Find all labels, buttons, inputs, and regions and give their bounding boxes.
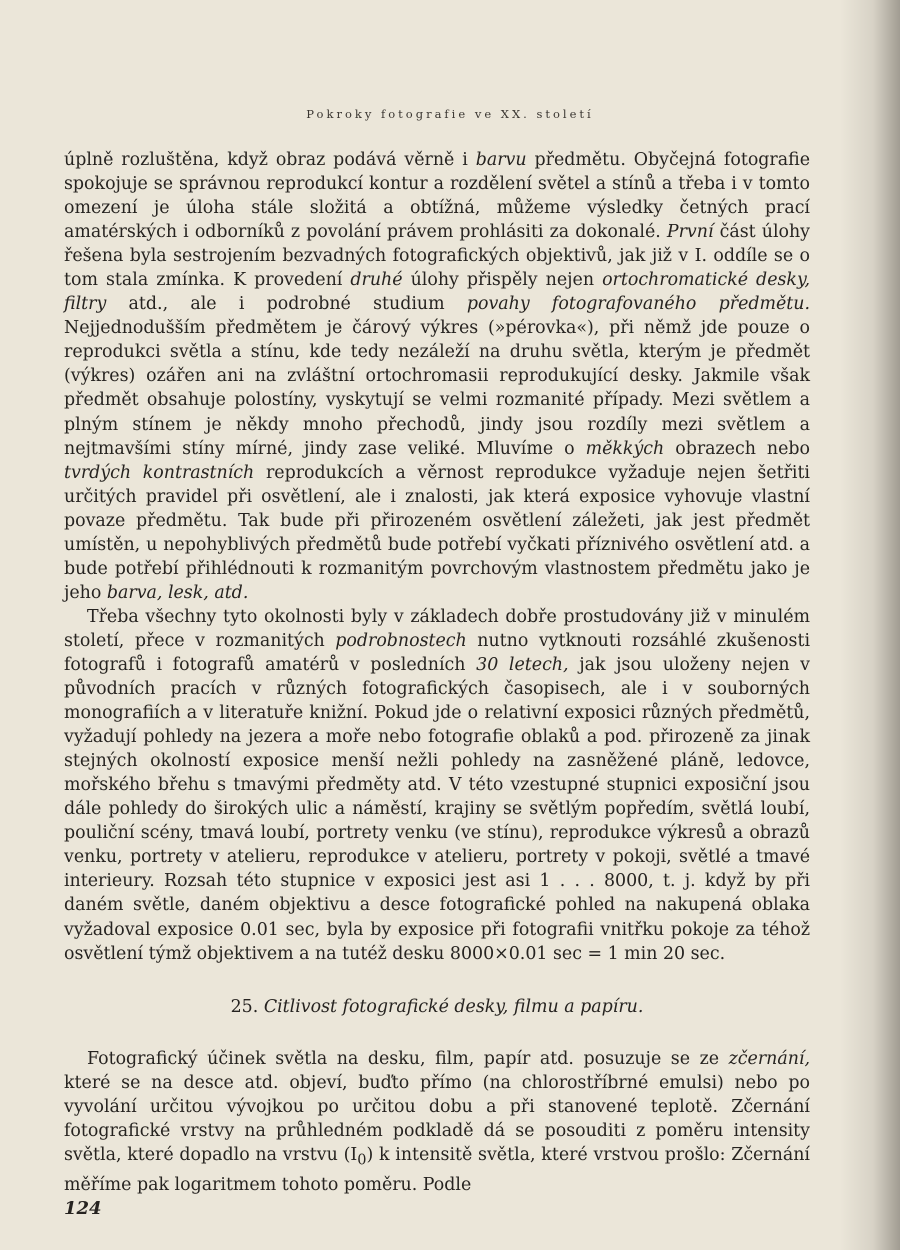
section-number: 25.: [230, 997, 259, 1017]
text-run: Nejjednodušším předmětem je čárový výkres (»pérovka«), při němž jde pouze o reprodukci světla a stínu, kde tedy nezáleží na druhu světla, kterým je předmět (výkres) ozářen ani na zvláštní ortochromasii reprodukující desky. Jakmile však předmět obsahuje polostíny, vyskytují se velmi rozmanité případy. Mezi světlem a plným stínem je někdy mnoho přechodů, jindy jsou rozdíly mezi světlem a nejtmavšími stíny mírné, jindy zase veliké. Mluvíme o: [64, 318, 810, 459]
text-run: nutno vytknouti rozsáhlé zkušenosti fotografů i fotografů amatérů v posledních: [64, 630, 811, 675]
italic-run: První: [666, 222, 714, 243]
text-run: úplně rozluštěna, když obraz podává věrně i: [64, 150, 476, 170]
text-run: obrazech nebo: [664, 438, 810, 459]
body-text: [64, 148, 810, 966]
italic-run: povahy fotografovaného předmětu.: [466, 294, 810, 315]
section-title: Citlivost fotografické desky, filmu a papíru.: [263, 997, 644, 1017]
text-run: část úlohy řešena byla sestrojením bezvadných fotografických objektivů, jak již v I. oddíle se o tom stala zmínka. K provedení: [64, 222, 810, 291]
italic-run: 30 letech,: [476, 654, 569, 675]
text-run: jak jsou uloženy nejen v původních pracích v různých fotografických časopisech, ale i v souborných monografiích a v literatuře knižní. Pokud jde o relativní exposici různých předmětů, vyžadují pohledy na jezera a moře nebo fotografie oblaků a pod. přirozeně za jinak stejných okolností exposice menší nežli pohledy na zasněžené pláně, ledovce, mořského břehu s tmavými předměty atd. V této vzestupné stupnici exposiční jsou dále pohledy do širokých ulic a náměstí, krajiny se světlým popředím, světlá loubí, pouliční scény, tmavá loubí, portrety venku (ve stínu), reprodukce výkresů a obrazů venku, portrety v atelieru, reprodukce v atelieru, portrety v pokoji, světlé a tmavé interieury. Rozsah této stupnice v exposici jest asi 1 . . . 8000, t. j. když by při daném světle, daném objektivu a desce fotografické pohled na nakupená oblaka vyžadoval exposice 0.01 sec, byla by exposice při fotografii vnitřku pokoje za téhož osvětlení týmž objektivem a na tutéž desku 8000×0.01 sec = 1 min 20 sec.: [64, 654, 810, 964]
paragraph: [64, 148, 810, 605]
paragraph: [64, 1047, 810, 1197]
paragraph: [64, 605, 810, 966]
text-run: které se na desce atd. objeví, buďto přímo (na chlorostříbrné emulsi) nebo po vyvolání určitou vývojkou po určitou dobu a při stanovené teplotě. Zčernání fotografické vrstvy na průhledném podkladě dá se posouditi z poměru intensity světla, které dopadlo na vrstvu (I: [64, 1073, 810, 1166]
italic-run: měkkých: [585, 438, 665, 459]
running-header: Pokroky fotografie ve XX. století: [306, 107, 594, 121]
italic-run: barva, lesk, atd.: [106, 582, 249, 603]
text-run: atd., ale i podrobné studium: [106, 294, 467, 315]
text-run: reprodukcích a věrnost reprodukce vyžaduje nejen šetřiti určitých pravidel při osvětlení, ale i znalosti, jak která exposice vyhovuje vlastní povaze předmětu. Tak bude při přirozeném osvětlení záležeti, jak jest předmět umístěn, u nepohyblivých předmětů bude potřebí vyčkati příznivého osvětlení atd. a bude potřebí přihlédnouti k rozmanitým povrchovým vlastnostem předmětu jako je jeho: [64, 462, 810, 603]
text-run: Fotografický účinek světla na desku, film, papír atd. posuzuje se ze: [87, 1049, 729, 1069]
page-number: 124: [64, 1198, 102, 1219]
italic-run: zčernání,: [728, 1049, 810, 1069]
italic-run: barvu: [475, 150, 527, 170]
text-run: úlohy přispěly nejen: [402, 270, 603, 291]
subscript: 0: [357, 1152, 367, 1169]
italic-run: tvrdých kontrastních: [64, 462, 255, 483]
italic-run: druhé: [350, 270, 403, 291]
italic-run: podrobnostech: [335, 630, 467, 651]
body-text: [64, 1047, 810, 1197]
page-edge-shadow: [840, 0, 900, 1250]
text-run: ) k intensitě světla, které vrstvou prošlo: Zčernání měříme pak logaritmem tohoto poměru. Podle: [64, 1145, 810, 1195]
text-run: Třeba všechny tyto okolnosti byly v základech dobře prostudovány již v minulém století, přece v rozmanitých: [64, 606, 810, 651]
italic-run: ortochromatické desky, filtry: [64, 270, 810, 315]
section-heading: [64, 997, 810, 1017]
text-run: předmětu. Obyčejná fotografie spokojuje se správnou reprodukcí kontur a rozdělení světel a stínů a třeba i v tomto omezení je úloha stále složitá a obtížná, můžeme výsledky četných prací amatérských i odborníků z povolání právem prohlásiti za dokonalé.: [64, 150, 810, 243]
